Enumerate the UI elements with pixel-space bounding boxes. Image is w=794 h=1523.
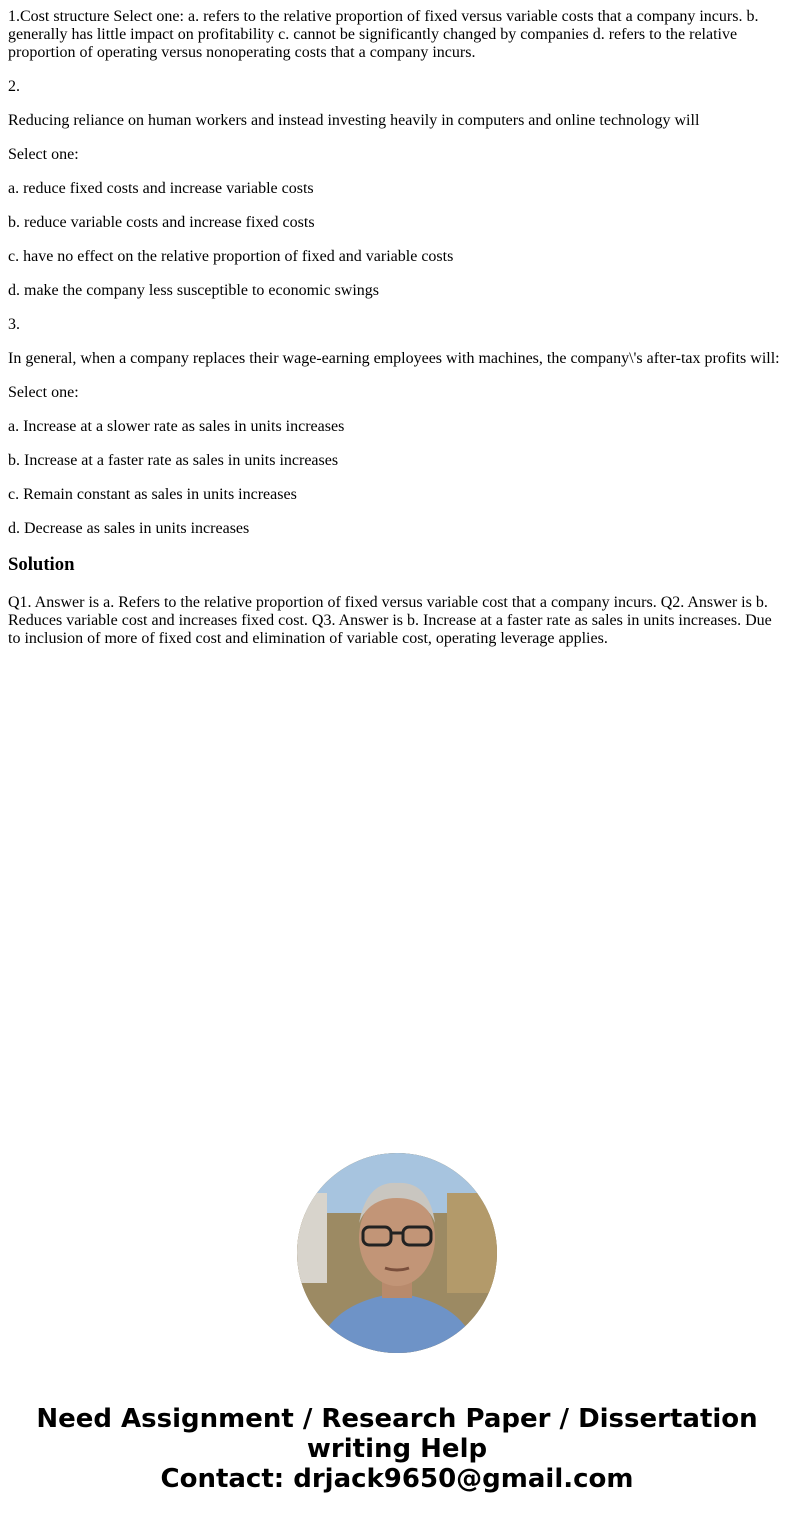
author-photo — [297, 1153, 497, 1353]
question-2-prompt: Reducing reliance on human workers and instead investing heavily in computers and online technology will — [8, 112, 700, 129]
document-content — [8, 8, 786, 664]
question-2-option-d: d. make the company less susceptible to economic swings — [8, 282, 380, 299]
question-3-option-b: b. Increase at a faster rate as sales in units increases — [8, 452, 339, 469]
question-3-select: Select one: — [8, 384, 79, 401]
footer-banner — [0, 1404, 794, 1494]
question-1: 1.Cost structure Select one: a. refers to the relative proportion of fixed versus variable costs that a company incurs. b. generally has little impact on profitability c. cannot be significantly changed by companies d. refers to the relative proportion of operating versus nonoperating costs that a company incurs. — [8, 8, 759, 61]
question-2-option-a: a. reduce fixed costs and increase variable costs — [8, 180, 314, 197]
solution-heading: Solution — [8, 554, 75, 575]
footer-help-text: Need Assignment / Research Paper / Dissertation writing Help — [36, 1404, 758, 1464]
question-3-prompt: In general, when a company replaces their wage-earning employees with machines, the company\'s after-tax profits will: — [8, 350, 780, 367]
footer-contact: Contact: drjack9650@gmail.com — [160, 1464, 634, 1494]
question-3-option-a: a. Increase at a slower rate as sales in units increases — [8, 418, 345, 435]
question-3-option-c: c. Remain constant as sales in units increases — [8, 486, 297, 503]
question-3-option-d: d. Decrease as sales in units increases — [8, 520, 250, 537]
portrait-icon — [297, 1153, 497, 1353]
question-2-option-b: b. reduce variable costs and increase fixed costs — [8, 214, 315, 231]
question-3-number: 3. — [8, 316, 20, 333]
solution-text: Q1. Answer is a. Refers to the relative proportion of fixed versus variable cost that a company incurs. Q2. Answer is b. Reduces variable cost and increases fixed cost. Q3. Answer is b. Increase at a faster rate as sales in units increases. Due to inclusion of more of fixed cost and elimination of variable cost, operating leverage applies. — [8, 594, 772, 647]
question-2-number: 2. — [8, 78, 20, 95]
question-2-select: Select one: — [8, 146, 79, 163]
question-2-option-c: c. have no effect on the relative proportion of fixed and variable costs — [8, 248, 454, 265]
